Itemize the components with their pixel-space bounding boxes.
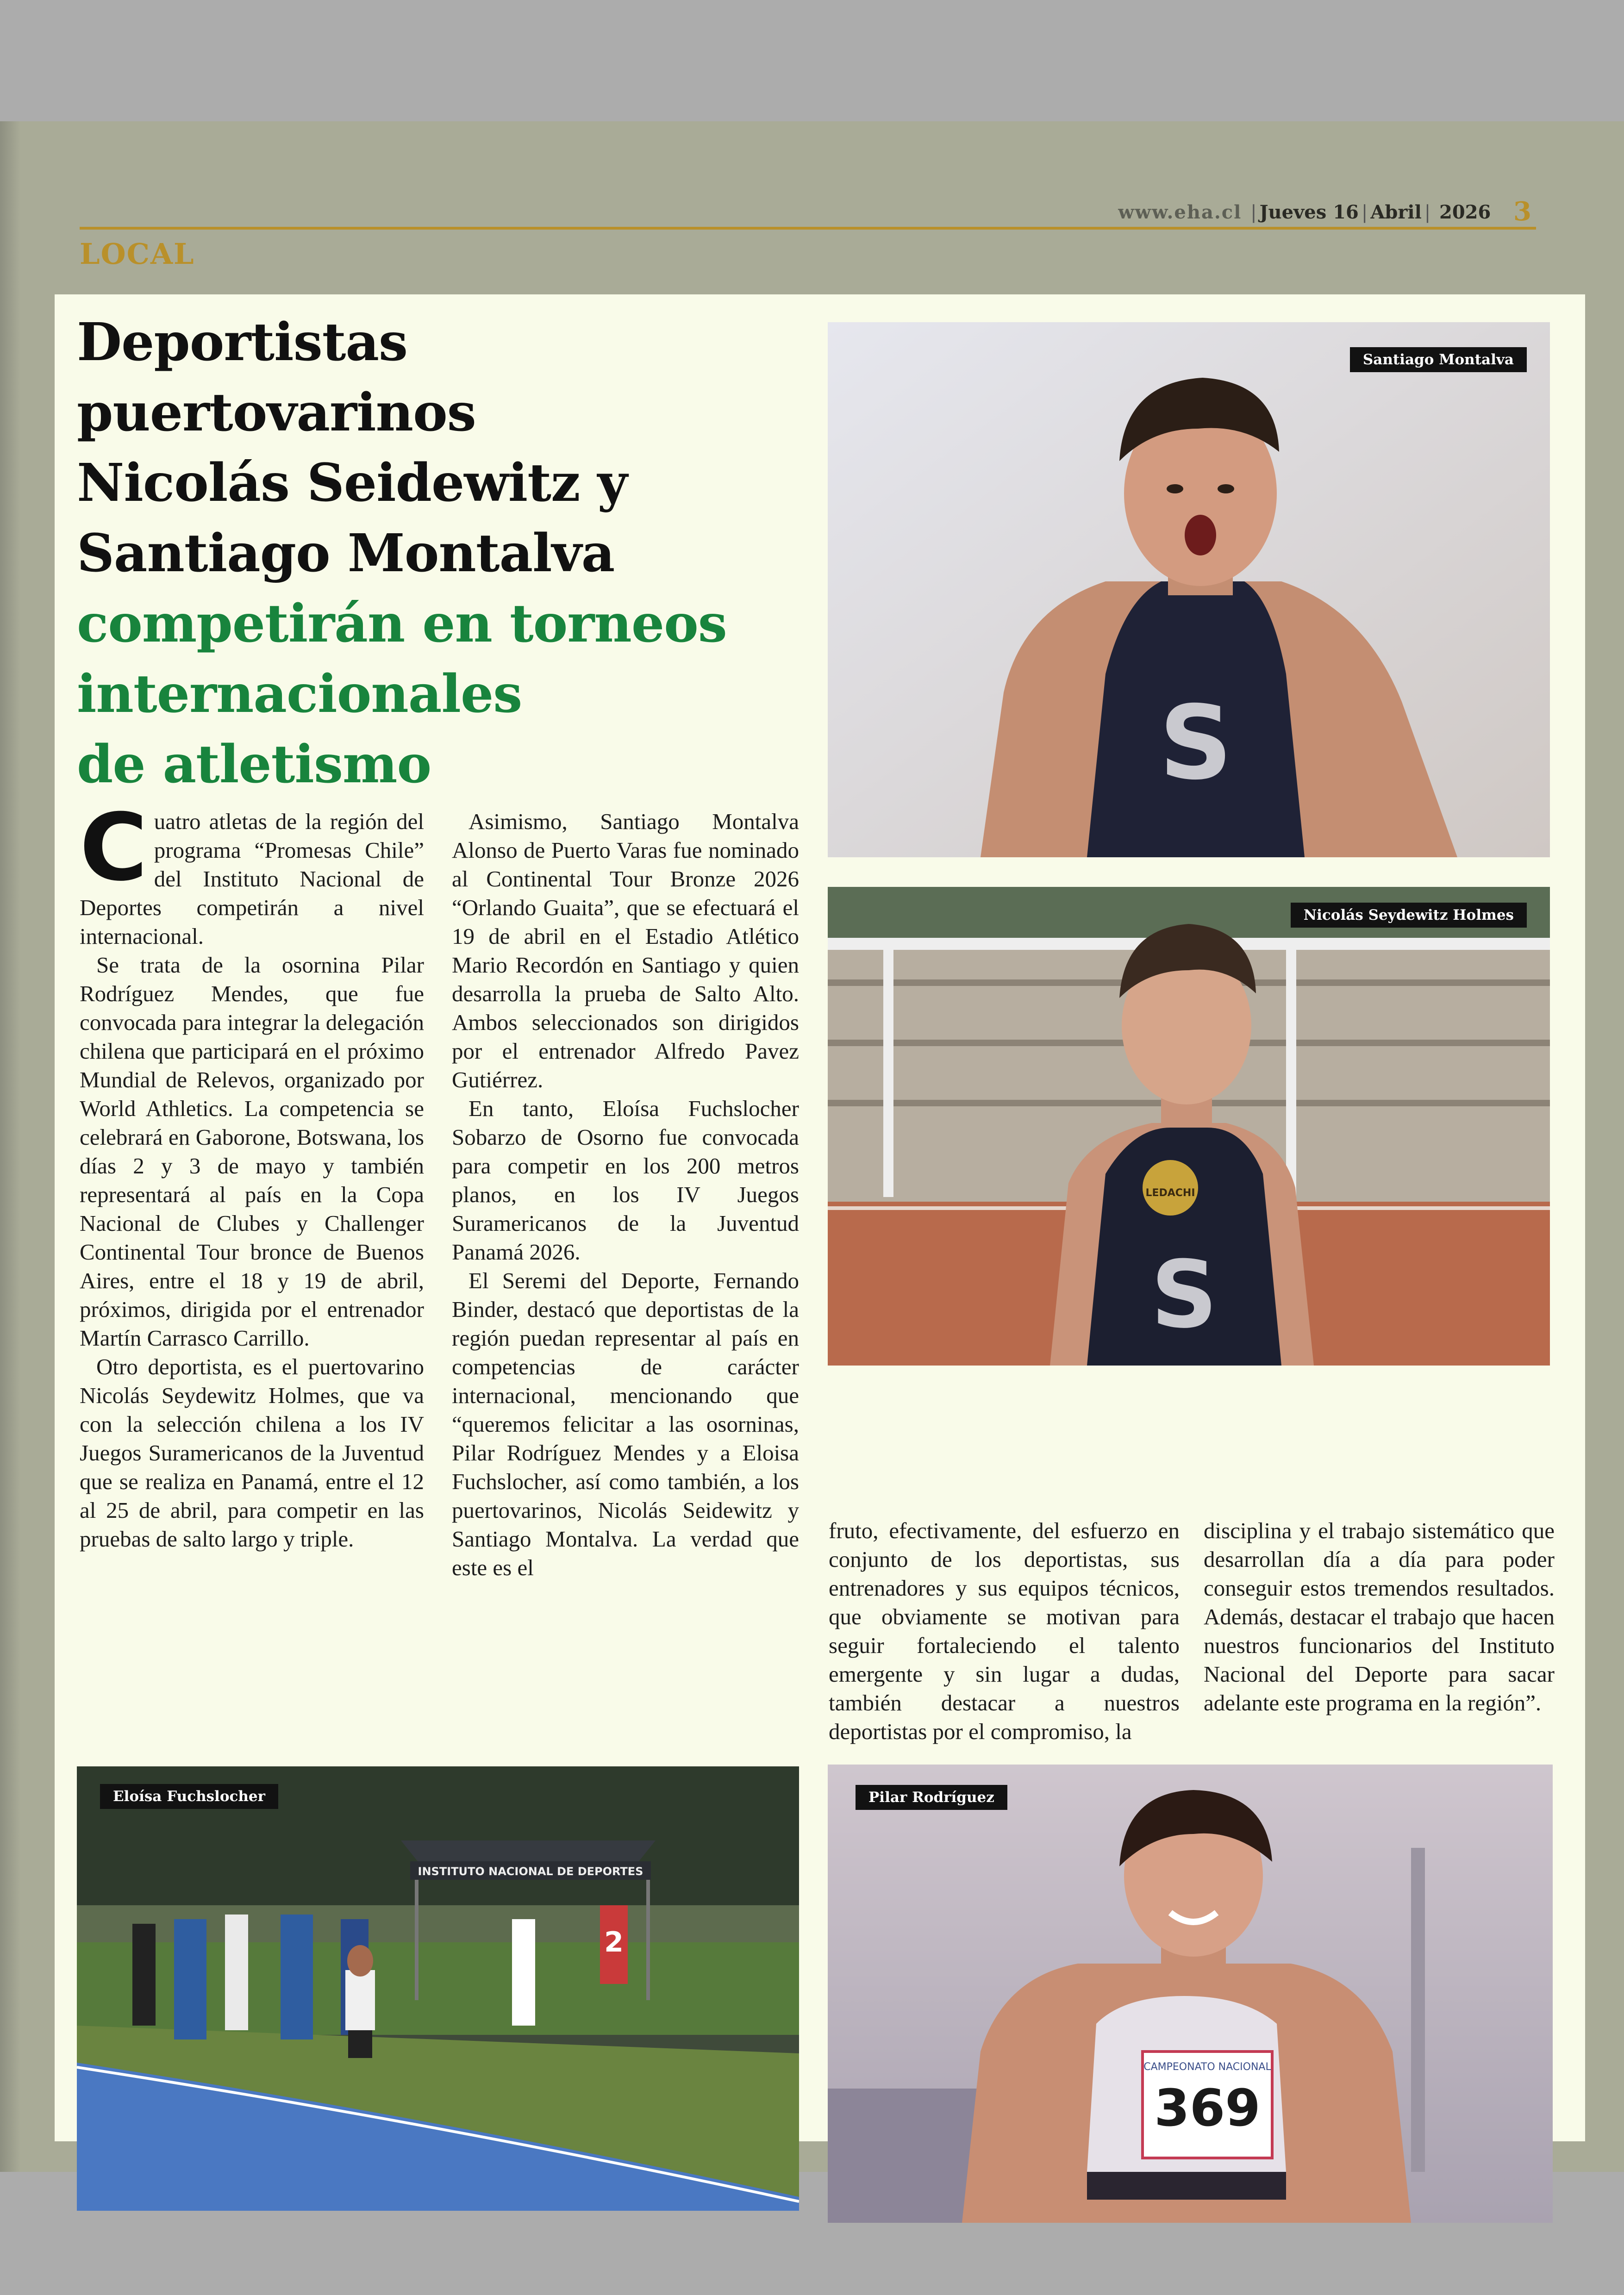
- article-column-4: [1204, 1516, 1555, 1720]
- issue-month: Abril: [1370, 201, 1422, 223]
- headline-line: puertovarinos: [77, 382, 476, 443]
- photo-pilar-rodriguez: [828, 1765, 1553, 2223]
- article-column-1: [80, 794, 424, 1710]
- pilar-illustration: [828, 1765, 1553, 2223]
- svg-text:INSTITUTO NACIONAL DE DEPORTES: INSTITUTO NACIONAL DE DEPORTES: [418, 1865, 643, 1878]
- issue-day: Jueves 16: [1259, 201, 1359, 223]
- separator: |: [1250, 202, 1257, 223]
- headline-line-green: internacionales: [77, 664, 522, 724]
- svg-text:369: 369: [1154, 2078, 1261, 2138]
- newspaper-page: [0, 121, 1624, 2172]
- nicolas-illustration: [828, 887, 1550, 1366]
- headline: [77, 307, 818, 800]
- santiago-illustration: [828, 322, 1550, 857]
- headline-line-green: competirán en torneos: [77, 593, 727, 654]
- photo-eloisa-fuchslocher: [77, 1766, 799, 2211]
- article-column-3: [829, 1516, 1180, 1744]
- headline-line: Santiago Montalva: [77, 523, 615, 584]
- photo-caption: Pilar Rodríguez: [856, 1785, 1007, 1810]
- separator: |: [1361, 202, 1368, 223]
- article-paragraph: Asimismo, Santiago Montalva Alonso de Puerto Varas fue nominado al Continental Tour Bronze 2026 “Orlando Guaita”, que se efectuará el 19 de abril en el Estadio Atlético Mario Recordón en Santiago y quien desarrolla la prueba de Salto Alto. Ambos seleccionados son dirigidos por el entrenador Alfredo Pavez Gutiérrez.: [452, 809, 799, 1092]
- drop-cap: C: [80, 794, 148, 902]
- headline-line: Nicolás Seidewitz y: [77, 453, 627, 513]
- svg-text:2: 2: [604, 1926, 624, 1958]
- headline-line: Deportistas: [77, 312, 408, 373]
- issue-year: 2026: [1439, 201, 1491, 223]
- paragraph-text: uatro atletas de la región del programa “Promesas Chile” del Instituto Nacional de Deportes competirán a nivel internacional.: [80, 809, 424, 949]
- article-paragraph: Otro deportista, es el puertovarino Nicolás Seydewitz Holmes, que va con la selección chilena a los IV Juegos Suramericanos de la Juventud que se realiza en Panamá, entre el 12 al 25 de abril, para competir en las pruebas de salto largo y triple.: [80, 1354, 424, 1552]
- article-column-2: [452, 807, 799, 1710]
- svg-text:LEDACHI: LEDACHI: [1145, 1187, 1195, 1199]
- photo-caption: Nicolás Seydewitz Holmes: [1291, 903, 1527, 928]
- separator: |: [1424, 202, 1431, 223]
- eloisa-illustration: [77, 1766, 799, 2211]
- article-paragraph: En tanto, Eloísa Fuchslocher Sobarzo de Osorno fue convocada para competir en los 200 metros planos, en los IV Juegos Suramericanos de la Juventud Panamá 2026.: [452, 1096, 799, 1265]
- article-paragraph: disciplina y el trabajo sistemático que desarrollan día a día para poder conseguir estos tremendos resultados. Además, destacar el trabajo que hacen nuestros funcionarios del Instituto Nacional del Deporte para sacar adelante este programa en la región”.: [1204, 1518, 1555, 1715]
- svg-text:S: S: [1150, 1241, 1218, 1349]
- page-number: 3: [1513, 196, 1531, 227]
- article-panel: [55, 294, 1585, 2141]
- article-paragraph: [80, 794, 424, 951]
- article-paragraph: fruto, efectivamente, del esfuerzo en conjunto de los deportistas, sus entrenadores y sus equipos técnicos, que obviamente se motivan para seguir fortaleciendo el talento emergente y sin lugar a dudas, también destacar a nuestros deportistas por el compromiso, la: [829, 1518, 1180, 1744]
- section-label: LOCAL: [80, 237, 195, 271]
- photo-caption: Santiago Montalva: [1350, 347, 1527, 372]
- page-masthead: [1118, 196, 1531, 227]
- site-url: www.eha.cl: [1118, 201, 1242, 223]
- photo-santiago-montalva: [828, 322, 1550, 857]
- article-paragraph: Se trata de la osornina Pilar Rodríguez Mendes, que fue convocada para integrar la delegación chilena que participará en el próximo Mundial de Relevos, organizado por World Athletics. La competencia se celebrará en Gaborone, Botswana, los días 2 y 3 de mayo y también representará al país en la Copa Nacional de Clubes y Challenger Continental Tour bronce de Buenos Aires, entre el 18 y 19 de abril, próximos, dirigida por el entrenador Martín Carrasco Carrillo.: [80, 952, 424, 1351]
- header-rule: [80, 227, 1536, 230]
- headline-line-green: de atletismo: [77, 734, 431, 795]
- page-edge-shadow: [0, 121, 20, 2172]
- article-paragraph: El Seremi del Deporte, Fernando Binder, destacó que deportistas de la región puedan representar al país en competencias de carácter internacional, mencionando que “queremos felicitar a las osorninas, Pilar Rodríguez Mendes y a Eloisa Fuchslocher, así como también, a los puertovarinos, Nicolás Seidewitz y Santiago Montalva. La verdad que este es el: [452, 1268, 799, 1580]
- svg-text:S: S: [1159, 684, 1233, 802]
- photo-caption: Eloísa Fuchslocher: [100, 1784, 278, 1809]
- svg-text:CAMPEONATO NACIONAL: CAMPEONATO NACIONAL: [1143, 2061, 1271, 2073]
- photo-nicolas-seydewitz: [828, 887, 1550, 1366]
